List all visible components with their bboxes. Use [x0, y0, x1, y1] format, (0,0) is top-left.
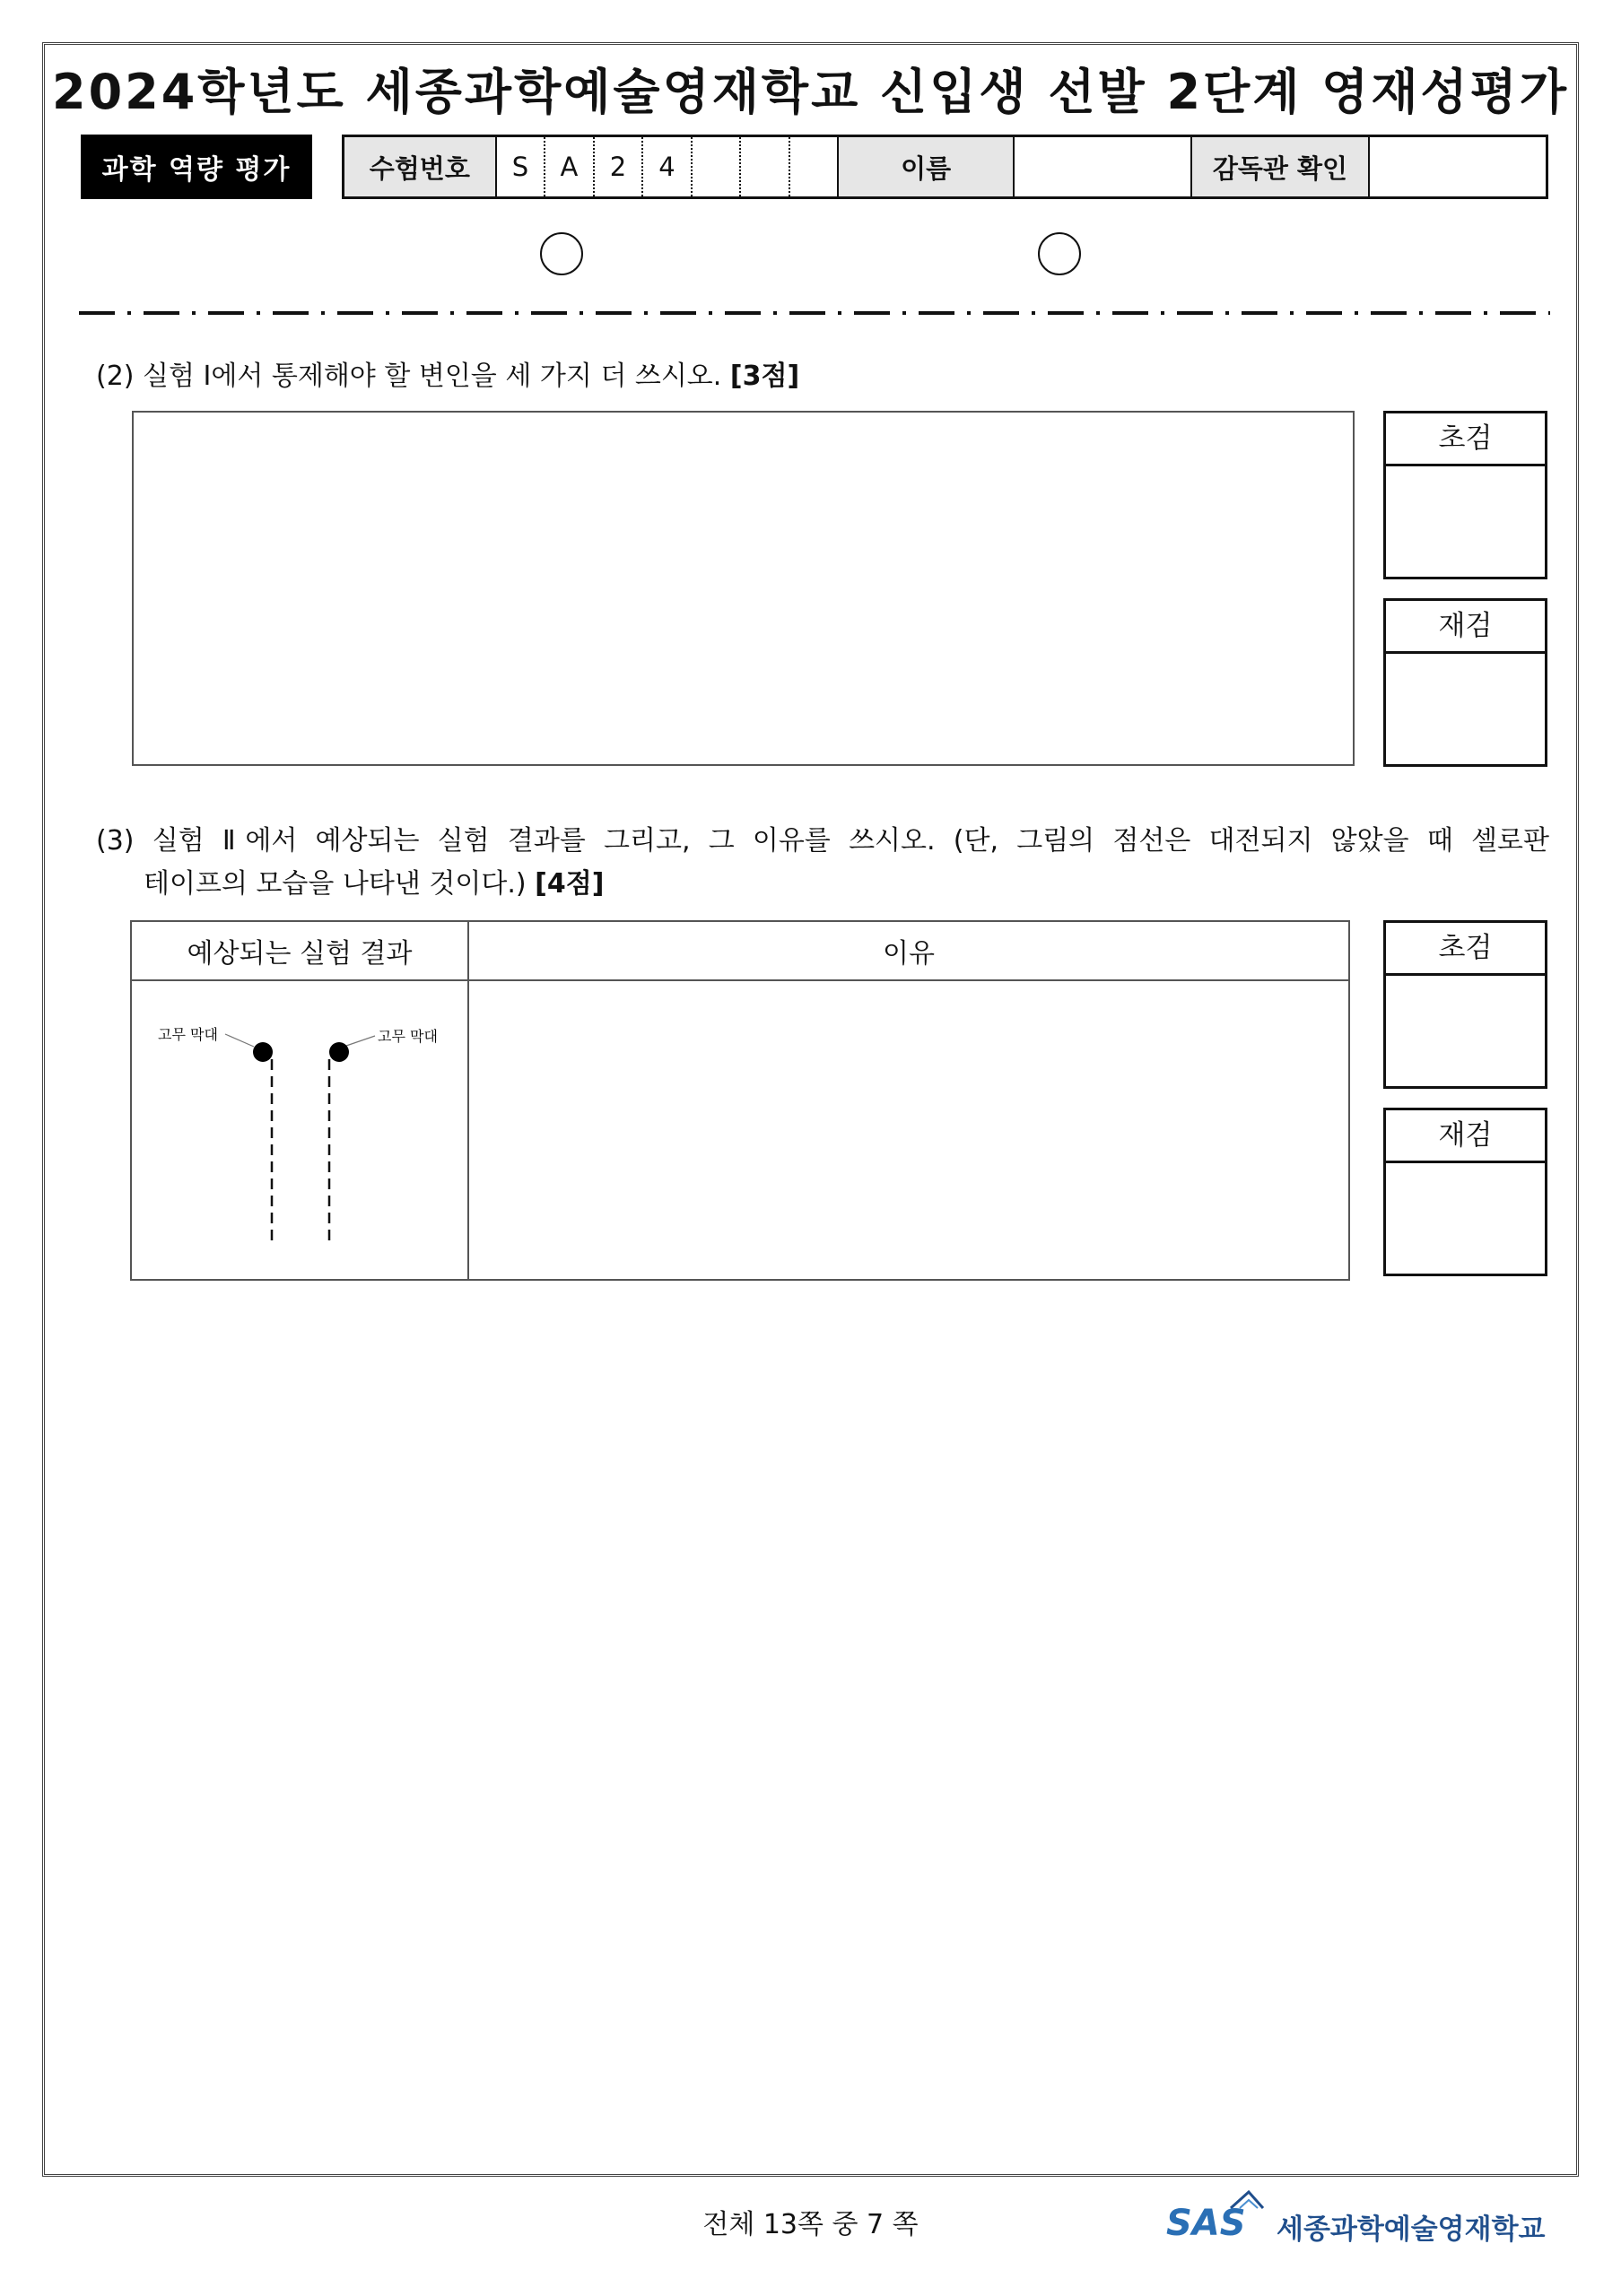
result-drawing-cell[interactable]: [131, 980, 468, 1280]
q2-first-check-box: [1383, 411, 1547, 579]
exam-number-digit-1[interactable]: S: [496, 136, 545, 198]
second-check-label: 재검: [1386, 1110, 1545, 1163]
question-2-text: (2) 실험 Ⅰ에서 통제해야 할 변인을 세 가지 더 쓰시오.: [96, 361, 722, 392]
punch-hole-right: [1038, 232, 1081, 275]
question-2-points: [3점]: [729, 361, 800, 392]
reason-answer-cell[interactable]: [468, 980, 1349, 1280]
exam-number-digit-7[interactable]: [789, 136, 839, 198]
punch-hole-left: [540, 232, 583, 275]
supervisor-label: 감독관 확인: [1191, 136, 1369, 198]
exam-number-digit-3[interactable]: 2: [594, 136, 643, 198]
result-column-header: 예상되는 실험 결과: [131, 921, 468, 980]
second-check-label: 재검: [1386, 601, 1545, 654]
question-2: [96, 355, 799, 398]
cut-line: [79, 309, 1550, 317]
supervisor-field[interactable]: [1369, 136, 1547, 198]
first-check-label: 초검: [1386, 923, 1545, 976]
question-3-points: [4점]: [535, 868, 605, 900]
rubber-rod-diagram: [133, 982, 466, 1274]
rubber-rod-left: [253, 1042, 273, 1062]
logo-letters: SAS: [1166, 2203, 1246, 2244]
exam-info-table: [342, 135, 1548, 199]
first-check-label: 초검: [1386, 413, 1545, 466]
question-3-text-2: 테이프의 모습을 나타낸 것이다.): [144, 868, 527, 900]
exam-number-digit-4[interactable]: 4: [642, 136, 692, 198]
q3-first-check-box: [1383, 920, 1547, 1089]
rod-leader-left: [225, 1034, 254, 1047]
exam-number-digit-2[interactable]: A: [545, 136, 594, 198]
name-label: 이름: [838, 136, 1014, 198]
question-3-line-1: (3) 실험 Ⅱ에서 예상되는 실험 결과를 그리고, 그 이유를 쓰시오. (단, 그림의 점선은 대전되지 않았을 때 셀로판: [96, 825, 1549, 857]
q3-second-check-box: [1383, 1108, 1547, 1276]
exam-number-label: 수험번호: [344, 136, 496, 198]
rubber-rod-right: [329, 1042, 349, 1062]
rod-label-left: 고무 막대: [158, 1026, 218, 1043]
rod-label-right: 고무 막대: [378, 1028, 438, 1045]
section-badge: 과학 역량 평가: [81, 135, 312, 199]
q2-second-check-box: [1383, 598, 1547, 767]
question-2-answer-box[interactable]: [132, 411, 1355, 766]
exam-number-digit-6[interactable]: [740, 136, 789, 198]
question-3-line-2: [144, 863, 604, 906]
exam-number-digit-5[interactable]: [692, 136, 741, 198]
page-title: 2024학년도 세종과학예술영재학교 신입생 선발 2단계 영재성평가: [52, 64, 1569, 120]
reason-column-header: 이유: [468, 921, 1349, 980]
question-3-answer-table: [130, 920, 1350, 1281]
rod-leader-right: [346, 1036, 375, 1046]
page-number: 전체 13쪽 중 7 쪽: [702, 2209, 919, 2240]
school-name: 세종과학예술영재학교: [1277, 2213, 1546, 2246]
name-field[interactable]: [1014, 136, 1191, 198]
